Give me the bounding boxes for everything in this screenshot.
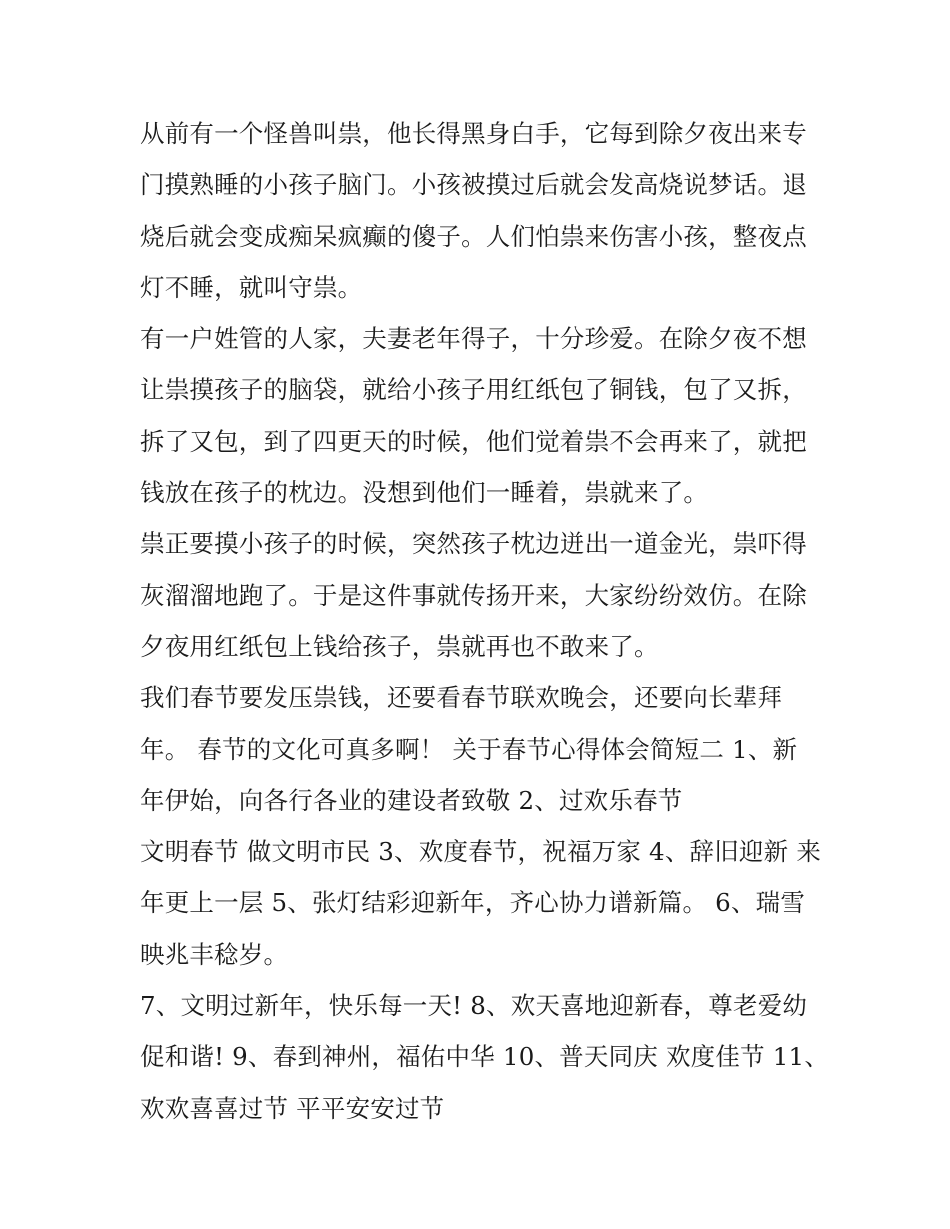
text-line: 映兆丰稔岁。 [140, 939, 289, 969]
text-line: 祟正要摸小孩子的时候，突然孩子枕边迸出一道金光，祟吓得 [140, 529, 807, 559]
text-line: 有一户姓管的人家，夫妻老年得子，十分珍爱。在除夕夜不想 [140, 324, 807, 354]
text-line: 从前有一个怪兽叫祟，他长得黑身白手，它每到除夕夜出来专 [140, 119, 807, 148]
text-line: 灯不睡，就叫守祟。 [140, 272, 363, 302]
text-line: 年。 春节的文化可真多啊！ 关于春节心得体会简短二 1、新 [140, 734, 798, 764]
text-line: 钱放在孩子的枕边。没想到他们一睡着，祟就来了。 [140, 478, 709, 508]
text-line: 文明春节 做文明市民 3、欢度春节，祝福万家 4、辞旧迎新 来 [140, 837, 822, 867]
body-text [140, 108, 830, 1134]
text-line: 灰溜溜地跑了。于是这件事就传扬开来，大家纷纷效仿。在除 [140, 580, 807, 610]
text-line: 欢欢喜喜过节 平平安安过节 [140, 1093, 445, 1123]
text-line: 烧后就会变成痴呆疯癫的傻子。人们怕祟来伤害小孩，整夜点 [140, 221, 807, 251]
text-line: 门摸熟睡的小孩子脑门。小孩被摸过后就会发高烧说梦话。退 [140, 170, 807, 200]
text-line: 促和谐! 9、春到神州，福佑中华 10、普天同庆 欢度佳节 11、 [140, 1042, 830, 1072]
text-line: 拆了又包，到了四更天的时候，他们觉着祟不会再来了，就把 [140, 426, 807, 456]
text-line: 年伊始，向各行各业的建设者致敬 2、过欢乐春节 [140, 785, 683, 815]
text-line: 7、文明过新年，快乐每一天! 8、欢天喜地迎新春，尊老爱幼 [140, 991, 808, 1021]
text-line: 我们春节要发压祟钱，还要看春节联欢晚会，还要向长辈拜 [140, 683, 783, 713]
text-line: 夕夜用红纸包上钱给孩子，祟就再也不敢来了。 [140, 631, 659, 661]
text-line: 年更上一层 5、张灯结彩迎新年，齐心协力谱新篇。 6、瑞雪 [140, 888, 806, 918]
text-line: 让祟摸孩子的脑袋，就给小孩子用红纸包了铜钱，包了又拆， [140, 375, 807, 405]
